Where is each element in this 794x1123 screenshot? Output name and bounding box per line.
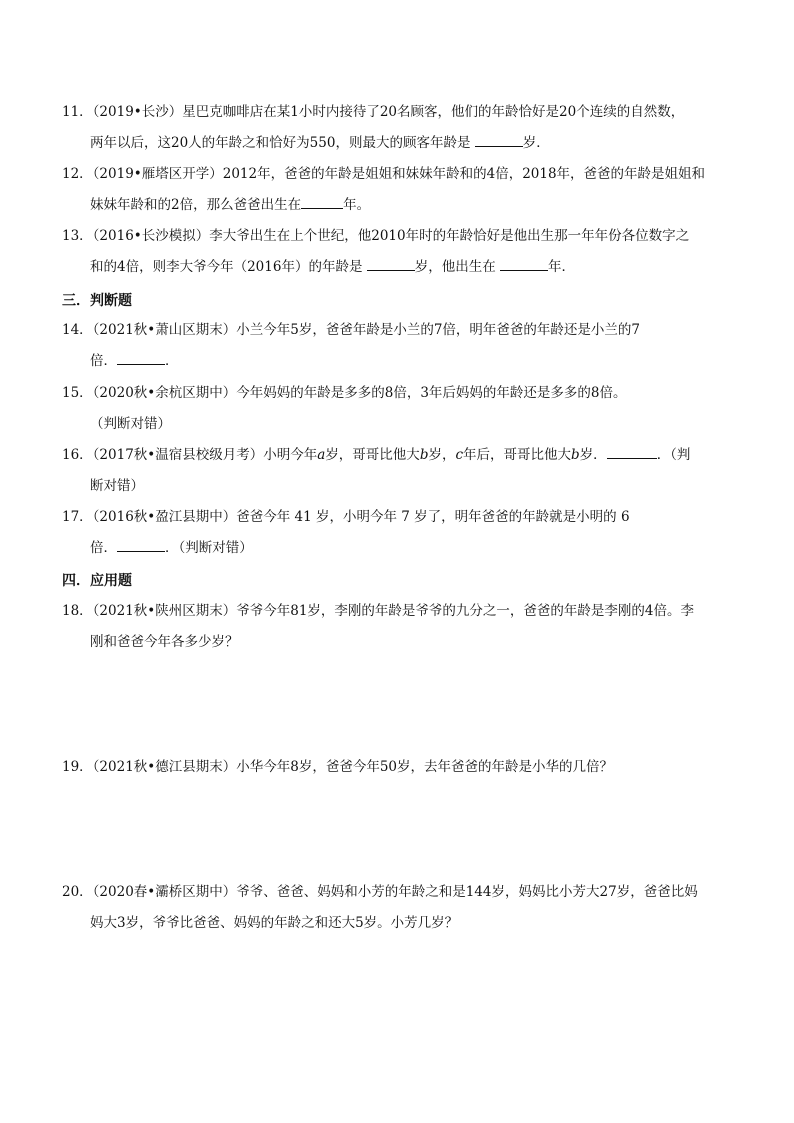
variable-b: b xyxy=(419,447,429,463)
question-13-text-2: 岁，他出生在 xyxy=(414,259,501,275)
question-18 xyxy=(62,596,727,658)
question-16-text-c: 岁， xyxy=(428,447,456,463)
question-16-text-a: 16．（2017秋•温宿县校级月考）小明今年 xyxy=(62,447,318,463)
variable-c: c xyxy=(455,447,464,463)
answer-blank[interactable] xyxy=(500,256,548,271)
question-11-line-1: 11．（2019•长沙）星巴克咖啡店在某1小时内接待了20名顾客，他们的年龄恰好是20个连续的自然数， xyxy=(62,104,685,120)
question-17 xyxy=(62,502,727,564)
answer-blank[interactable] xyxy=(301,194,343,209)
question-14-line-1: 14．（2021秋•萧山区期末）小兰今年5岁，爸爸年龄是小兰的7倍，明年爸爸的年龄还是小兰的7 xyxy=(62,322,641,338)
question-16-text-f: ．（判 xyxy=(656,447,691,463)
question-19-line-1: 19．（2021秋•德江县期末）小华今年8岁，爸爸今年50岁，去年爸爸的年龄是小华的几倍？ xyxy=(62,759,614,775)
question-12-line-1: 12．（2019•雁塔区开学）2012年，爸爸的年龄是姐姐和妹妹年龄和的4倍，2018年，爸爸的年龄是姐姐和 xyxy=(62,166,706,182)
question-11-unit: 岁． xyxy=(522,135,550,151)
question-14-text: 倍． xyxy=(90,353,117,369)
question-14 xyxy=(62,315,727,377)
question-15-line-1: 15．（2020秋•余杭区期中）今年妈妈的年龄是多多的8倍，3年后妈妈的年龄还是多多的8倍。 xyxy=(62,385,627,401)
question-13 xyxy=(62,221,727,283)
question-11-line-2 xyxy=(62,128,727,159)
section-heading-application: 四．应用题 xyxy=(62,573,132,589)
question-13-text: 和的4倍，则李大爷今年（2016年）的年龄是 xyxy=(90,259,367,275)
answer-blank[interactable] xyxy=(607,444,657,459)
question-17-line-1: 17．（2016秋•盈江县期中）爸爸今年 41 岁，小明今年 7 岁了，明年爸爸的年龄就是小明的 6 xyxy=(62,509,630,525)
question-16-text-d: 年后，哥哥比他大 xyxy=(463,447,572,463)
question-15-line-2: （判断对错） xyxy=(90,416,171,432)
question-19 xyxy=(62,752,727,783)
answer-blank[interactable] xyxy=(475,132,523,147)
question-17-end: ．（判断对错） xyxy=(165,540,253,556)
question-20 xyxy=(62,877,727,939)
variable-a: a xyxy=(317,447,326,463)
answer-blank[interactable] xyxy=(117,537,165,552)
question-12-text: 妹妹年龄和的2倍，那么爸爸出生在 xyxy=(90,197,302,213)
section-heading-judgement: 三．判断题 xyxy=(62,293,132,309)
question-16-line-2: 断对错） xyxy=(90,478,144,494)
question-13-line-2 xyxy=(62,252,727,283)
question-15 xyxy=(62,378,727,440)
question-18-line-1: 18．（2021秋•陕州区期末）爷爷今年81岁，李刚的年龄是爷爷的九分之一，爸爸的年龄是李刚的4倍。李 xyxy=(62,603,695,619)
question-13-unit: 年． xyxy=(548,259,576,275)
question-20-line-2: 妈大3岁，爷爷比爸爸、妈妈的年龄之和还大5岁。小芳几岁？ xyxy=(90,915,459,931)
question-12-unit: 年。 xyxy=(343,197,371,213)
question-16-text-e: 岁． xyxy=(579,447,607,463)
question-14-line-2 xyxy=(62,346,727,377)
question-12-line-2 xyxy=(62,190,727,221)
variable-b-2: b xyxy=(571,447,580,463)
question-16-text-b: 岁，哥哥比他大 xyxy=(325,447,420,463)
question-14-end: ． xyxy=(165,353,179,369)
question-16-line-1 xyxy=(62,440,727,471)
answer-blank[interactable] xyxy=(367,256,415,271)
question-11 xyxy=(62,97,727,159)
question-13-line-1: 13．（2016•长沙模拟）李大爷出生在上个世纪，他2010年时的年龄恰好是他出生那一年年份各位数字之 xyxy=(62,228,690,244)
question-11-text: 两年以后，这20人的年龄之和恰好为550，则最大的顾客年龄是 xyxy=(90,135,475,151)
question-16 xyxy=(62,440,727,502)
question-12 xyxy=(62,159,727,221)
question-20-line-1: 20．（2020春•灞桥区期中）爷爷、爸爸、妈妈和小芳的年龄之和是144岁，妈妈比小芳大27岁，爸爸比妈 xyxy=(62,884,698,900)
answer-blank[interactable] xyxy=(117,350,165,365)
question-18-line-2: 刚和爸爸今年各多少岁？ xyxy=(90,634,239,650)
question-17-text: 倍． xyxy=(90,540,117,556)
question-17-line-2 xyxy=(62,533,727,564)
